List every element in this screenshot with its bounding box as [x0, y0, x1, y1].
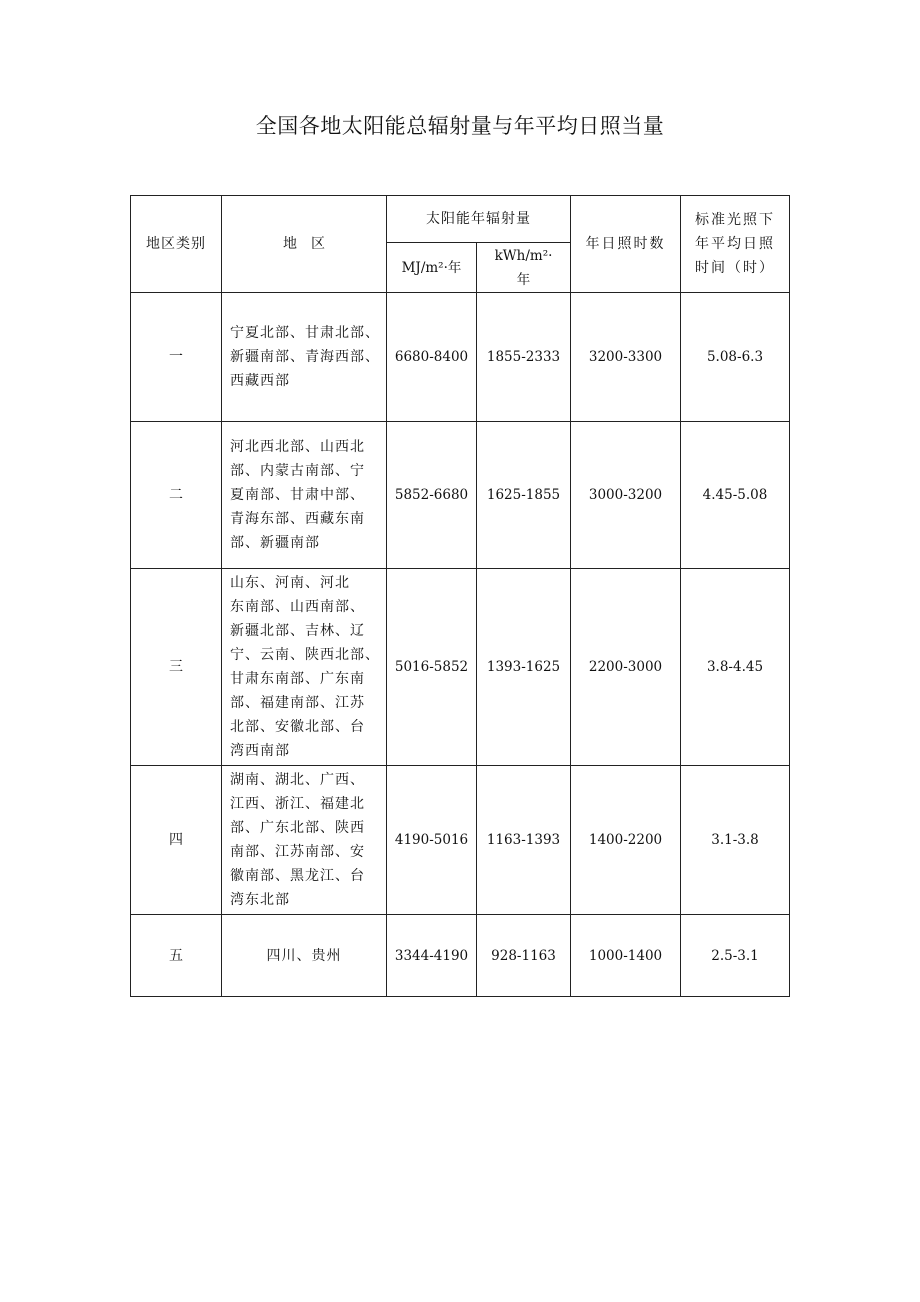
sun-hours-cell: 2200-3000: [571, 569, 681, 766]
region-cell: 山东、河南、河北 东南部、山西南部、 新疆北部、吉林、辽 宁、云南、陕西北部、 甘肃东南部、广东南 部、福建南部、江苏 北部、安徽北部、台 湾西南部: [222, 569, 387, 766]
table-row: [131, 915, 790, 997]
solar-radiation-table: [130, 195, 790, 997]
mj-cell: 6680-8400: [387, 293, 477, 422]
std-hours-cell: 3.1-3.8: [681, 766, 790, 915]
header-radiation: 太阳能年辐射量: [387, 196, 571, 243]
category-cell: 三: [131, 569, 222, 766]
category-cell: 二: [131, 422, 222, 569]
table-row: [131, 766, 790, 915]
table-row: [131, 422, 790, 569]
header-category: 地区类别: [131, 196, 222, 293]
region-cell: 湖南、湖北、广西、 江西、浙江、福建北 部、广东北部、陕西 南部、江苏南部、安 徽南部、黑龙江、台 湾东北部: [222, 766, 387, 915]
table-row: [131, 293, 790, 422]
std-hours-cell: 3.8-4.45: [681, 569, 790, 766]
kwh-cell: 928-1163: [477, 915, 571, 997]
region-cell: 宁夏北部、甘肃北部、 新疆南部、青海西部、 西藏西部: [222, 293, 387, 422]
std-hours-cell: 5.08-6.3: [681, 293, 790, 422]
header-std-hours: 标准光照下 年平均日照 时间（时）: [681, 196, 790, 293]
sun-hours-cell: 3200-3300: [571, 293, 681, 422]
std-hours-cell: 4.45-5.08: [681, 422, 790, 569]
mj-cell: 4190-5016: [387, 766, 477, 915]
region-cell: 河北西北部、山西北 部、内蒙古南部、宁 夏南部、甘肃中部、 青海东部、西藏东南 部、新疆南部: [222, 422, 387, 569]
mj-cell: 5016-5852: [387, 569, 477, 766]
document-title: 全国各地太阳能总辐射量与年平均日照当量: [255, 114, 665, 138]
sun-hours-cell: 1400-2200: [571, 766, 681, 915]
kwh-cell: 1163-1393: [477, 766, 571, 915]
region-cell: 四川、贵州: [222, 915, 387, 997]
header-mj-unit: MJ/m²·年: [387, 243, 477, 293]
category-cell: 四: [131, 766, 222, 915]
std-hours-cell: 2.5-3.1: [681, 915, 790, 997]
category-cell: 五: [131, 915, 222, 997]
kwh-cell: 1855-2333: [477, 293, 571, 422]
sun-hours-cell: 1000-1400: [571, 915, 681, 997]
header-sun-hours: 年日照时数: [571, 196, 681, 293]
kwh-cell: 1625-1855: [477, 422, 571, 569]
sun-hours-cell: 3000-3200: [571, 422, 681, 569]
header-region: 地 区: [222, 196, 387, 293]
mj-cell: 3344-4190: [387, 915, 477, 997]
category-cell: 一: [131, 293, 222, 422]
kwh-cell: 1393-1625: [477, 569, 571, 766]
header-kwh-unit: kWh/m²· 年: [477, 243, 571, 293]
table-row: [131, 569, 790, 766]
mj-cell: 5852-6680: [387, 422, 477, 569]
